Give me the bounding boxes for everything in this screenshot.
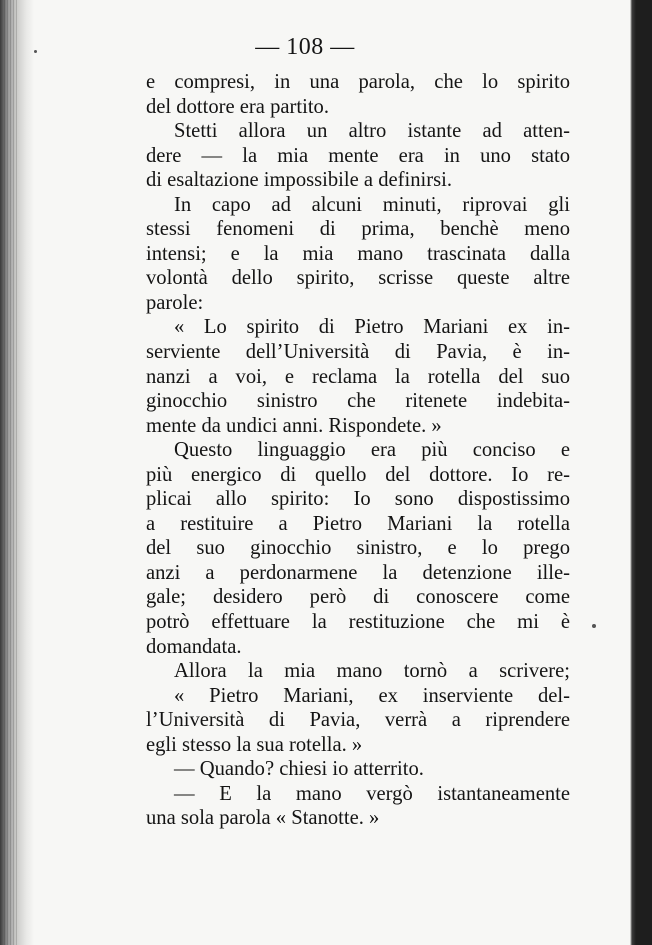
binding-texture	[4, 0, 18, 945]
paper-speck	[592, 624, 596, 628]
text-line: Allora la mia mano tornò a scrivere;	[174, 660, 570, 683]
text-line: anzi a perdonarmene la detenzione ille-	[146, 561, 570, 584]
text-line: gale; desidero però di conoscere come	[146, 586, 570, 609]
text-line: plicai allo spirito: Io sono dispostissimo	[146, 488, 570, 511]
page-number: — 108 —	[255, 34, 355, 60]
text-line: dere — la mia mente era in uno stato	[146, 144, 570, 167]
text-line: serviente dell’Università di Pavia, è in-	[146, 341, 570, 364]
text-line: egli stesso la sua rotella. »	[146, 733, 363, 756]
page-body-text	[146, 70, 570, 831]
text-line: — E la mano vergò istantaneamente	[174, 782, 570, 805]
text-line: e compresi, in una parola, che lo spirito	[146, 71, 570, 93]
text-line: In capo ad alcuni minuti, riprovai gli	[174, 193, 570, 216]
text-line: più energico di quello del dottore. Io re-	[146, 463, 570, 486]
text-line: mente da undici anni. Rispondete. »	[146, 414, 442, 437]
text-line: ginocchio sinistro che ritenete indebita-	[146, 390, 570, 413]
text-line: parole:	[146, 291, 204, 314]
text-line: Stetti allora un altro istante ad atten-	[174, 120, 570, 143]
text-line: di esaltazione impossibile a definirsi.	[146, 169, 452, 192]
text-line: potrò effettuare la restituzione che mi è	[146, 611, 570, 634]
text-line: una sola parola « Stanotte. »	[146, 807, 380, 830]
text-line: Questo linguaggio era più conciso e	[174, 439, 570, 462]
text-line: volontà dello spirito, scrisse queste altre	[146, 267, 570, 290]
text-line: stessi fenomeni di prima, benchè meno	[146, 218, 570, 241]
text-line: del suo ginocchio sinistro, e lo prego	[146, 537, 570, 560]
text-line: del dottore era partito.	[146, 95, 329, 118]
text-line: — Quando? chiesi io atterrito.	[174, 758, 424, 781]
text-line: « Pietro Mariani, ex inserviente del-	[174, 684, 570, 707]
page-edge-shadow	[610, 0, 652, 945]
text-line: l’Università di Pavia, verrà a riprendere	[146, 709, 570, 732]
text-line: a restituire a Pietro Mariani la rotella	[146, 512, 570, 535]
text-line: domandata.	[146, 635, 242, 658]
text-line: nanzi a voi, e reclama la rotella del suo	[146, 365, 570, 388]
text-line: « Lo spirito di Pietro Mariani ex in-	[174, 316, 570, 339]
text-line: intensi; e la mia mano trascinata dalla	[146, 242, 570, 265]
